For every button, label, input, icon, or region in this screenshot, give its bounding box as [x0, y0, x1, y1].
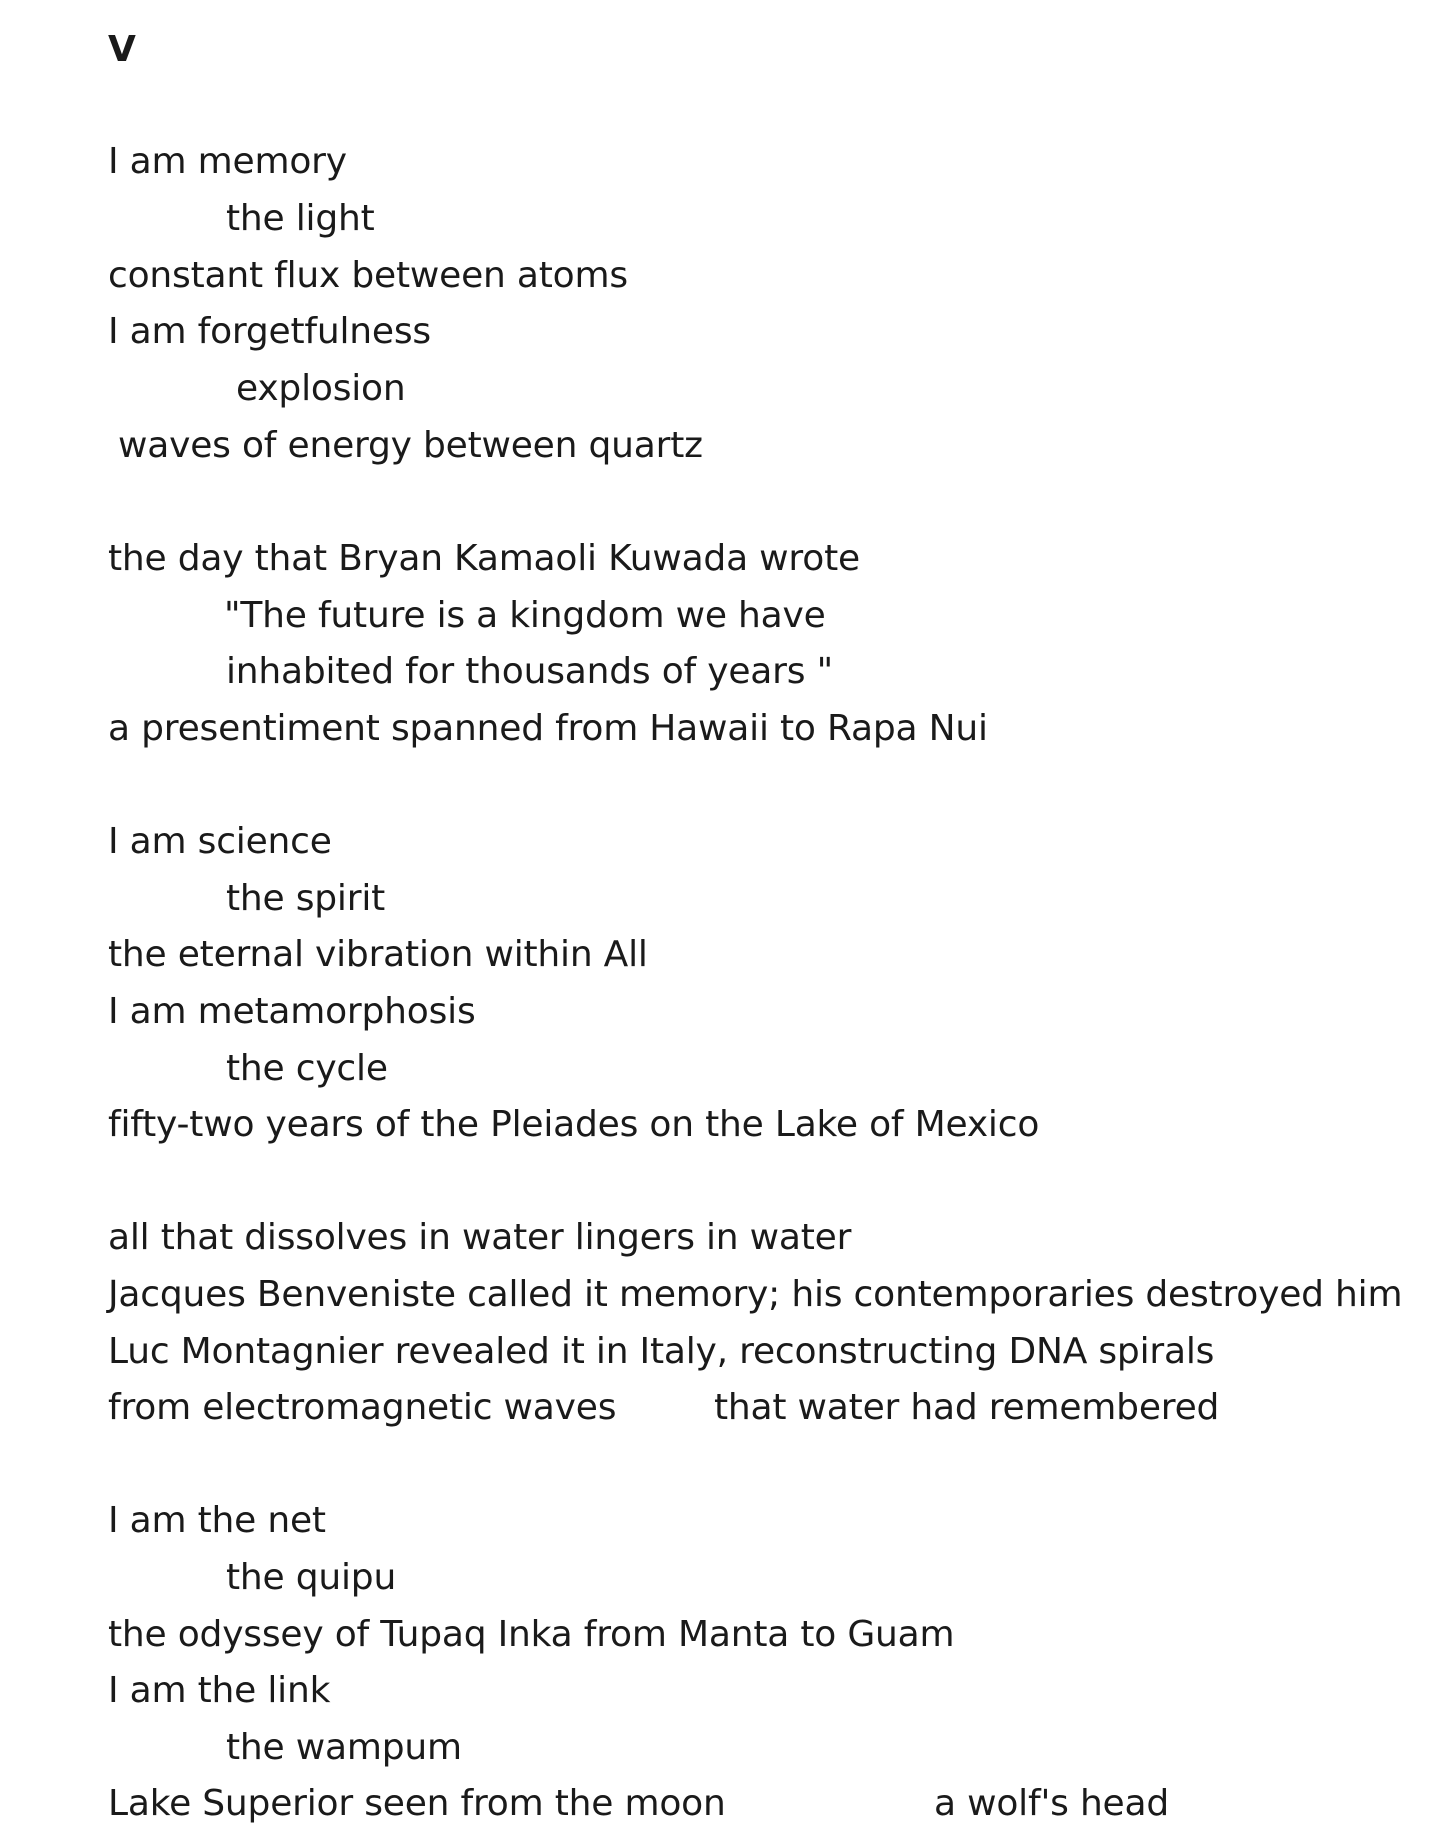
- poem-line: waves of energy between quartz: [118, 425, 703, 466]
- poem-line: Luc Montagnier revealed it in Italy, reconstructing DNA spirals: [108, 1331, 1215, 1372]
- poem-line: I am science: [108, 821, 332, 862]
- poem-line: the light: [226, 198, 375, 239]
- poem-line: I am forgetfulness: [108, 311, 431, 352]
- poem-line: I am the net: [108, 1500, 326, 1541]
- poem-line: a presentiment spanned from Hawaii to Rapa Nui: [108, 708, 988, 749]
- poem-line: all that dissolves in water lingers in water: [108, 1217, 852, 1258]
- poem-line: I am metamorphosis: [108, 991, 476, 1032]
- poem-line: Jacques Benveniste called it memory; his contemporaries destroyed him: [108, 1274, 1403, 1315]
- poem-line: the odyssey of Tupaq Inka from Manta to Guam: [108, 1614, 955, 1655]
- poem-line: the spirit: [226, 878, 386, 919]
- poem-line: the quipu: [226, 1557, 397, 1598]
- poem-line: inhabited for thousands of years ": [226, 651, 833, 692]
- poem-line: I am the link: [108, 1670, 331, 1711]
- poem-line: fifty-two years of the Pleiades on the Lake of Mexico: [108, 1104, 1040, 1145]
- poem-line: I am memory: [108, 141, 347, 182]
- section-heading: V: [108, 29, 136, 70]
- poem-line: from electromagnetic waves: [108, 1387, 617, 1428]
- poem-line: explosion: [236, 368, 406, 409]
- poem-line: the cycle: [226, 1048, 388, 1089]
- poem-line: constant flux between atoms: [108, 255, 628, 296]
- poem-line: that water had remembered: [714, 1387, 1220, 1428]
- poem-line: the wampum: [226, 1727, 462, 1768]
- poem-line: Lake Superior seen from the moon: [108, 1783, 726, 1824]
- poem-line: the day that Bryan Kamaoli Kuwada wrote: [108, 538, 860, 579]
- poem-line: a wolf's head: [934, 1783, 1170, 1824]
- poem-line: "The future is a kingdom we have: [224, 595, 826, 636]
- poem-line: the eternal vibration within All: [108, 934, 648, 975]
